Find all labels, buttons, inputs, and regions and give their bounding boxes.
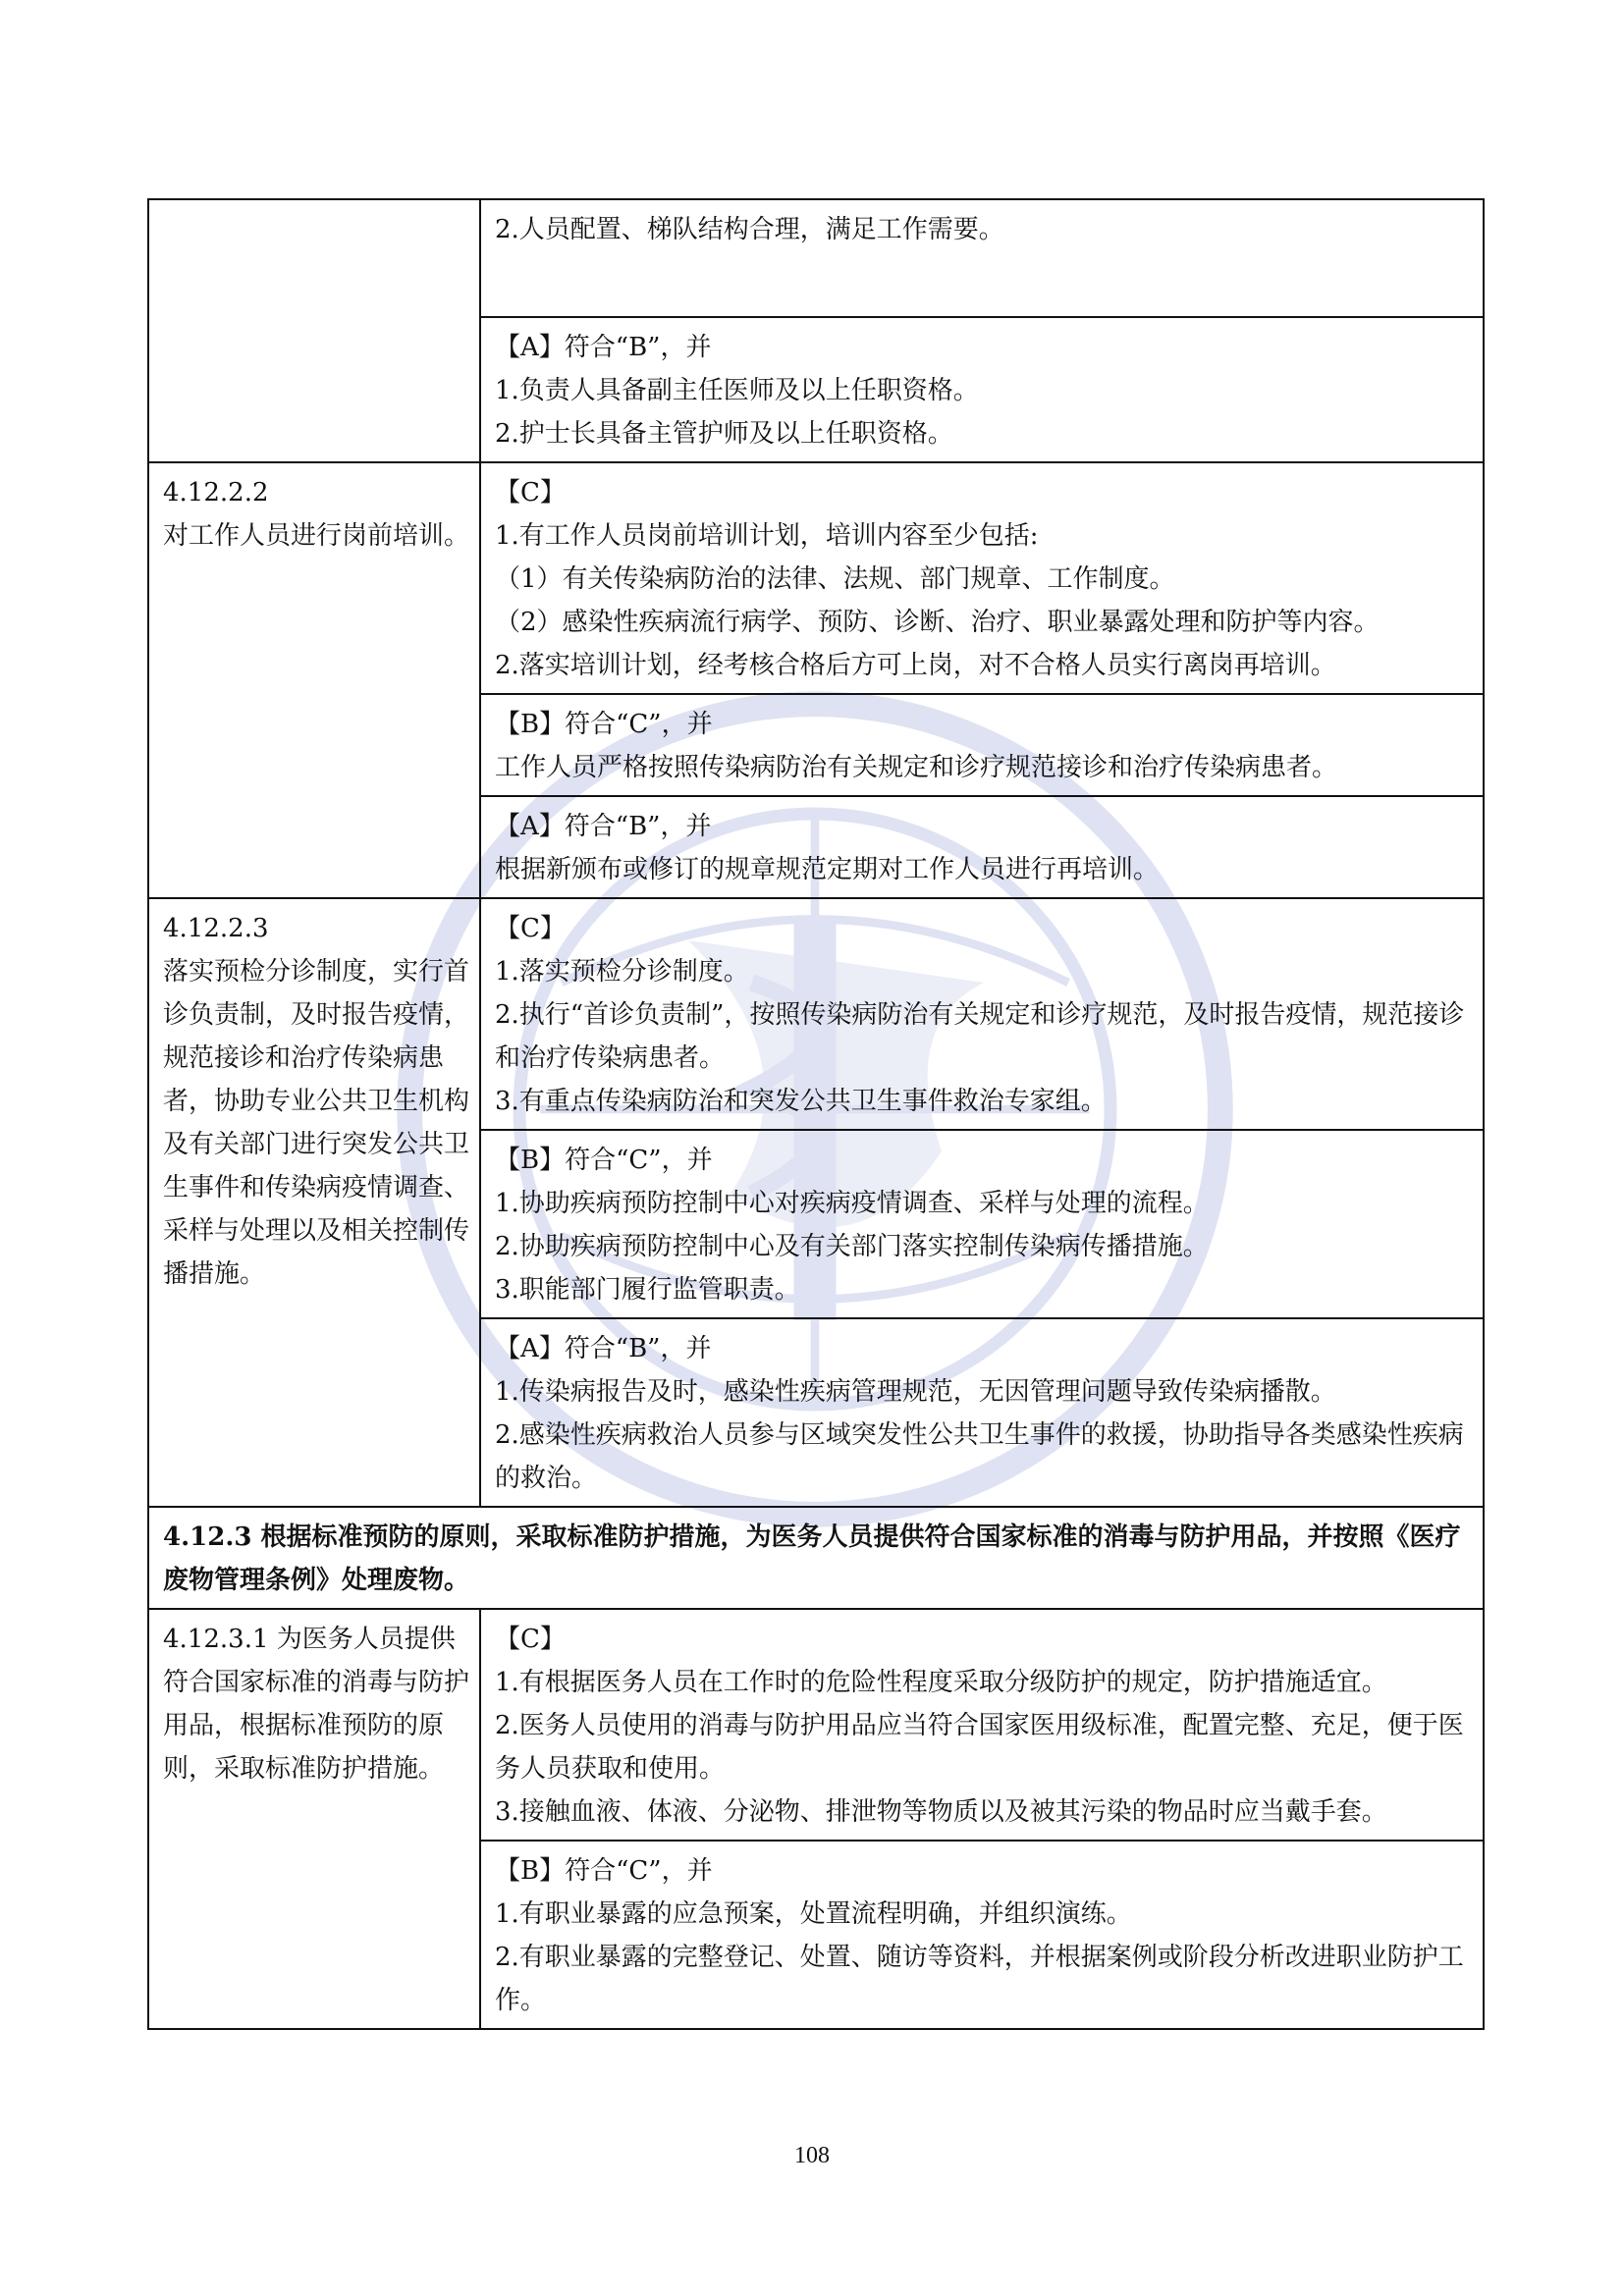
grade-text: 【C】 (495, 914, 566, 943)
grade-text: 【B】符合“C”，并 (495, 710, 713, 739)
grade-text: 2.协助疾病预防控制中心及有关部门落实控制传染病传播措施。 (495, 1232, 1209, 1261)
standards-table (147, 198, 1485, 2030)
grade-text: 2.有职业暴露的完整登记、处置、随访等资料，并根据案例或阶段分析改进职业防护工作。 (495, 1943, 1464, 2015)
grade-text: 工作人员严格按照传染病防治有关规定和诊疗规范接诊和治疗传染病患者。 (495, 753, 1338, 782)
page-number: 108 (794, 2143, 830, 2168)
grade-cell (480, 1318, 1484, 1507)
grade-text: （1）有关传染病防治的法律、法规、部门规章、工作制度。 (495, 564, 1175, 594)
grade-text: 【B】符合“C”，并 (495, 1146, 713, 1175)
grade-text: 2.感染性疾病救治人员参与区域突发性公共卫生事件的救援，协助指导各类感染性疾病的救治。 (495, 1420, 1464, 1493)
grade-cell (480, 1609, 1484, 1841)
grade-text: 2.医务人员使用的消毒与防护用品应当符合国家医用级标准，配置完整、充足，便于医务人员获取和使用。 (495, 1711, 1464, 1784)
grade-text: （2）感染性疾病流行病学、预防、诊断、治疗、职业暴露处理和防护等内容。 (495, 608, 1380, 637)
grade-text: 3.有重点传染病防治和突发公共卫生事件救治专家组。 (495, 1087, 1107, 1116)
section-heading-row (148, 1507, 1484, 1609)
criterion-text: 4.12.2.3 (163, 914, 269, 943)
grade-text: 1.有工作人员岗前培训计划，培训内容至少包括: (495, 521, 1039, 551)
criterion-text: 对工作人员进行岗前培训。 (163, 521, 470, 551)
grade-text: 【A】符合“B”，并 (495, 812, 712, 841)
table-row (148, 898, 1484, 1130)
grade-text: 2.护士长具备主管护师及以上任职资格。 (495, 419, 953, 449)
table-row (148, 462, 1484, 694)
grade-text: 1.有根据医务人员在工作时的危险性程度采取分级防护的规定，防护措施适宜。 (495, 1668, 1387, 1697)
criterion-cell (148, 199, 480, 462)
criterion-cell (148, 898, 480, 1507)
grade-text: 3.接触血液、体液、分泌物、排泄物等物质以及被其污染的物品时应当戴手套。 (495, 1797, 1387, 1827)
grade-text: 2.执行“首诊负责制”，按照传染病防治有关规定和诊疗规范，及时报告疫情，规范接诊和治疗传染病患者。 (495, 1000, 1465, 1073)
grade-text: 根据新颁布或修订的规章规范定期对工作人员进行再培训。 (495, 855, 1160, 884)
criterion-cell (148, 462, 480, 898)
grade-text: 1.落实预检分诊制度。 (495, 957, 749, 987)
table-row (148, 199, 1484, 317)
grade-text: 【A】符合“B”，并 (495, 333, 712, 362)
grade-text: 3.职能部门履行监管职责。 (495, 1275, 800, 1305)
grade-cell (480, 694, 1484, 796)
grade-cell (480, 1130, 1484, 1318)
grade-cell (480, 1841, 1484, 2029)
grade-cell (480, 199, 1484, 317)
grade-text: 2.落实培训计划，经考核合格后方可上岗，对不合格人员实行离岗再培训。 (495, 651, 1336, 680)
grade-text: 【C】 (495, 478, 566, 507)
grade-text: 2.人员配置、梯队结构合理，满足工作需要。 (495, 215, 1004, 244)
grade-cell (480, 317, 1484, 462)
grade-cell (480, 462, 1484, 694)
grade-cell (480, 898, 1484, 1130)
grade-text: 【B】符合“C”，并 (495, 1856, 713, 1886)
section-heading: 4.12.3 根据标准预防的原则，采取标准防护措施，为医务人员提供符合国家标准的消毒与防护用品，并按照《医疗废物管理条例》处理废物。 (148, 1507, 1484, 1609)
grade-text: 1.协助疾病预防控制中心对疾病疫情调查、采样与处理的流程。 (495, 1189, 1209, 1218)
grade-text: 1.有职业暴露的应急预案，处置流程明确，并组织演练。 (495, 1899, 1132, 1929)
standards-table-page (147, 198, 1485, 2030)
criterion-text: 落实预检分诊制度，实行首诊负责制，及时报告疫情，规范接诊和治疗传染病患者，协助专业公共卫生机构及有关部门进行突发公共卫生事件和传染病疫情调查、采样与处理以及相关控制传播措施。 (163, 957, 470, 1289)
grade-text: 1.传染病报告及时，感染性疾病管理规范，无因管理问题导致传染病播散。 (495, 1377, 1336, 1407)
table-row (148, 1609, 1484, 1841)
criterion-text: 4.12.2.2 (163, 478, 269, 507)
criterion-cell (148, 1609, 480, 2029)
grade-cell (480, 796, 1484, 898)
grade-text: 1.负责人具备副主任医师及以上任职资格。 (495, 376, 979, 405)
grade-text: 【A】符合“B”，并 (495, 1334, 712, 1363)
grade-text: 【C】 (495, 1625, 566, 1654)
criterion-text: 4.12.3.1 为医务人员提供符合国家标准的消毒与防护用品，根据标准预防的原则，采取标准防护措施。 (163, 1625, 470, 1784)
